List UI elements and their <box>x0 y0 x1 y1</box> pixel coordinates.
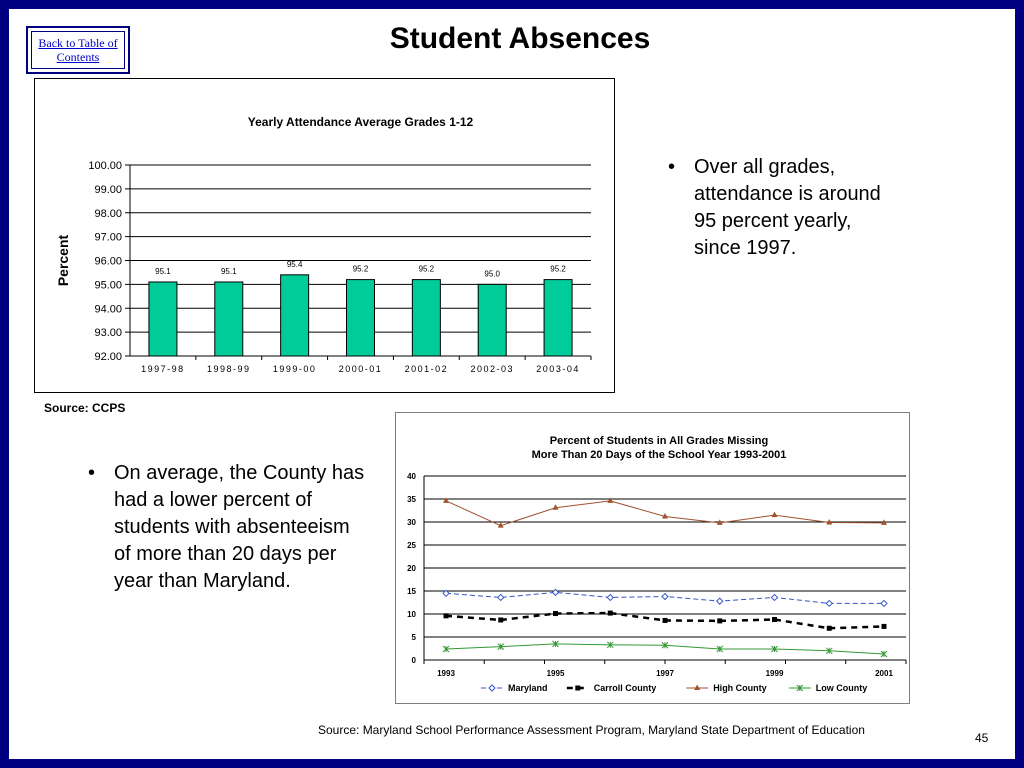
chart1-ytick-label: 98.00 <box>94 207 122 220</box>
attendance-chart-panel <box>34 78 615 393</box>
chart2-ytick-label: 15 <box>407 587 416 596</box>
chart2-legend-marker-high-county <box>694 685 700 691</box>
chart2-legend-marker-maryland <box>489 685 495 691</box>
chart2-xtick-label: 1999 <box>765 669 784 678</box>
chart1-ytick-label: 93.00 <box>94 327 122 340</box>
bullet-attendance <box>668 154 898 262</box>
chart2-ytick-label: 0 <box>411 656 416 665</box>
chart2-point-carroll-county <box>827 626 832 631</box>
chart1-ytick-label: 92.00 <box>94 351 122 363</box>
chart2-source: Source: Maryland School Performance Assessment Program, Maryland State Department of Education <box>318 723 865 737</box>
bullet-text-attendance: Over all grades, attendance is around 95 percent yearly, since 1997. <box>694 156 881 259</box>
chart2-point-carroll-county <box>608 611 613 616</box>
chart1-xtick-label: 1998-99 <box>207 364 251 374</box>
chart2-ytick-label: 30 <box>407 518 416 527</box>
chart1-xtick-label: 2003-04 <box>536 364 580 374</box>
chart1-bar <box>215 282 243 356</box>
absence-line-chart <box>396 413 911 705</box>
bullet-glyph: • <box>668 156 676 178</box>
chart2-point-carroll-county <box>553 611 558 616</box>
chart1-ytick-label: 100.00 <box>88 160 122 172</box>
chart2-legend-label-low-county: Low County <box>815 683 868 693</box>
chart2-title: Percent of Students in All Grades Missing <box>549 435 769 447</box>
chart2-xtick-label: 2001 <box>875 669 893 678</box>
chart2-point-carroll-county <box>444 613 449 618</box>
chart1-data-label: 95.4 <box>286 259 303 269</box>
page-title: Student Absences <box>389 22 651 55</box>
chart1-ylabel: Percent <box>55 234 71 287</box>
chart2-ytick-label: 40 <box>407 472 416 481</box>
chart2-point-carroll-county <box>772 617 777 622</box>
chart1-bar <box>347 280 375 356</box>
chart1-xtick-label: 2001-02 <box>404 364 449 374</box>
chart2-point-maryland <box>553 589 559 595</box>
chart2-legend-marker-carroll-county <box>575 686 580 691</box>
absence-line-chart-panel <box>395 412 910 704</box>
back-to-contents-link[interactable]: Back to Table of Contents <box>38 36 118 64</box>
chart2-ytick-label: 35 <box>407 495 416 504</box>
chart1-data-label: 95.1 <box>155 266 171 276</box>
chart2-subtitle: More Than 20 Days of the School Year 1993-2001 <box>531 449 787 461</box>
chart1-data-label: 95.2 <box>352 264 369 274</box>
chart2-point-carroll-county <box>717 618 722 623</box>
chart1-bar <box>412 280 440 356</box>
chart2-ytick-label: 20 <box>407 564 416 573</box>
chart1-source: Source: CCPS <box>44 401 126 415</box>
chart1-ytick-label: 99.00 <box>94 183 122 196</box>
chart2-point-carroll-county <box>882 624 887 629</box>
chart2-point-maryland <box>772 594 778 600</box>
chart2-point-maryland <box>717 598 723 604</box>
chart2-xtick-label: 1995 <box>546 669 565 678</box>
back-to-contents-button[interactable] <box>26 26 130 74</box>
chart2-ytick-label: 10 <box>407 610 416 619</box>
chart1-ytick-label: 96.00 <box>94 255 122 268</box>
chart2-point-maryland <box>826 600 832 606</box>
chart2-xtick-label: 1997 <box>656 669 674 678</box>
chart1-bar <box>281 275 309 356</box>
chart1-xtick-label: 2002-03 <box>470 364 514 374</box>
chart1-title: Yearly Attendance Average Grades 1-12 <box>247 115 474 129</box>
chart1-ytick-label: 94.00 <box>94 303 122 316</box>
chart2-xtick-label: 1993 <box>437 669 455 678</box>
chart1-xtick-label: 2000-01 <box>338 364 383 374</box>
chart2-point-high-county <box>607 497 613 503</box>
bullet-absenteeism <box>88 460 368 595</box>
chart1-bar <box>544 280 572 356</box>
chart1-data-label: 95.2 <box>418 264 435 274</box>
chart2-point-carroll-county <box>498 617 503 622</box>
chart1-data-label: 95.2 <box>550 264 566 274</box>
chart2-point-high-county <box>443 497 449 503</box>
chart2-point-maryland <box>881 600 887 606</box>
chart1-bar <box>149 282 177 356</box>
chart2-point-maryland <box>662 594 668 600</box>
chart1-bar <box>478 284 506 356</box>
chart1-xtick-label: 1997-98 <box>141 364 185 374</box>
chart2-point-maryland <box>607 594 613 600</box>
chart1-ytick-label: 97.00 <box>94 231 122 244</box>
chart2-point-carroll-county <box>663 618 668 623</box>
chart1-ytick-label: 95.00 <box>94 279 122 292</box>
bullet-text-absenteeism: On average, the County has had a lower percent of students with absenteeism of more than 20 days per year than Maryland. <box>114 462 365 592</box>
chart2-legend-label-carroll-county: Carroll County <box>593 683 657 693</box>
chart2-ytick-label: 25 <box>407 541 416 550</box>
chart2-legend-label-high-county: High County <box>713 683 767 693</box>
back-to-contents-link-box[interactable] <box>31 31 125 69</box>
chart2-point-high-county <box>772 512 778 517</box>
chart2-legend-label-maryland: Maryland <box>508 683 548 693</box>
chart2-point-maryland <box>498 594 504 600</box>
bullet-glyph: • <box>88 462 96 484</box>
chart1-xtick-label: 1999-00 <box>272 364 317 374</box>
chart1-data-label: 95.1 <box>220 266 237 276</box>
chart1-data-label: 95.0 <box>484 269 501 279</box>
attendance-bar-chart <box>35 79 616 394</box>
chart2-ytick-label: 5 <box>411 633 416 642</box>
page-number: 45 <box>975 731 989 745</box>
